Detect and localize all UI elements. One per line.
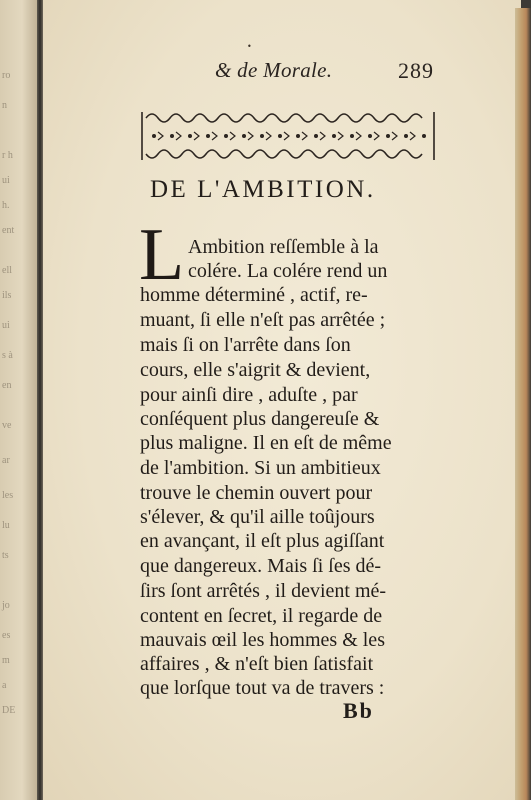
- facing-page-fragment: n: [2, 100, 7, 111]
- running-head: & de Morale.: [215, 58, 333, 82]
- facing-page-fragment: lu: [2, 520, 10, 531]
- facing-page-fragment: les: [2, 490, 14, 501]
- facing-page-fragment: ar: [2, 455, 10, 466]
- text-line: Ambition reſſemble à la: [188, 236, 379, 258]
- text-line: que dangereux. Mais ſi ſes dé-: [140, 555, 382, 577]
- facing-page-fragment: h.: [2, 200, 10, 211]
- text-line: de l'ambition. Si un ambitieux: [140, 457, 381, 479]
- facing-page-fragment: ui: [2, 175, 10, 186]
- facing-page-fragment: es: [2, 630, 11, 641]
- facing-page-fragment: s à: [2, 350, 13, 361]
- text-line: ſirs ſont arrêtés , il devient mé-: [140, 580, 387, 602]
- facing-page-fragment: en: [2, 380, 12, 391]
- text-line: affaires , & n'eſt bien ſatisfait: [140, 653, 374, 675]
- facing-page-fragment: ui: [2, 320, 10, 331]
- header-mark: •: [247, 42, 252, 51]
- facing-page-fragment: r h: [2, 150, 13, 161]
- facing-page-fragment: ve: [2, 420, 12, 431]
- text-line: pour ainſi dire , aduſte , par: [140, 384, 358, 406]
- text-line: mais ſi on l'arrête dans ſon: [140, 334, 351, 356]
- facing-page-fragment: ro: [2, 70, 11, 81]
- text-line: colére. La colére rend un: [188, 260, 388, 282]
- text-line: s'élever, & qu'il aille toûjours: [140, 506, 375, 528]
- text-line: en avançant, il eſt plus agiſſant: [140, 530, 385, 552]
- facing-page-edge: [0, 0, 40, 800]
- facing-page-fragment: ts: [2, 550, 9, 561]
- text-line: homme déterminé , actif, re-: [140, 284, 368, 306]
- text-line: trouve le chemin ouvert pour: [140, 482, 373, 504]
- text-line: que lorſque tout va de travers :: [140, 677, 385, 699]
- drop-cap: L: [139, 214, 185, 296]
- page-number: 289: [398, 58, 434, 83]
- facing-page-fragment: ell: [2, 265, 12, 276]
- signature-mark: Bb: [343, 698, 374, 723]
- facing-page-fragment: m: [2, 655, 10, 666]
- text-line: mauvais œil les hommes & les: [140, 629, 385, 651]
- text-line: content en ſecret, il regarde de: [140, 605, 383, 627]
- chapter-title: DE L'AMBITION.: [150, 176, 376, 203]
- text-line: plus maligne. Il en eſt de même: [140, 432, 392, 454]
- facing-page-fragment: a: [2, 680, 7, 691]
- text-line: muant, ſi elle n'eſt pas arrêtée ;: [140, 309, 386, 331]
- facing-page-fragment: ils: [2, 290, 12, 301]
- facing-page-fragment: ent: [2, 225, 15, 236]
- text-line: cours, elle s'aigrit & devient,: [140, 359, 371, 381]
- facing-page-fragment: DE: [2, 705, 16, 716]
- facing-page-fragment: jo: [2, 600, 10, 611]
- book-page: [43, 0, 521, 800]
- body-text: [43, 0, 521, 800]
- text-line: conſéquent plus dangereuſe &: [140, 408, 380, 430]
- page-fore-edge: [515, 8, 531, 800]
